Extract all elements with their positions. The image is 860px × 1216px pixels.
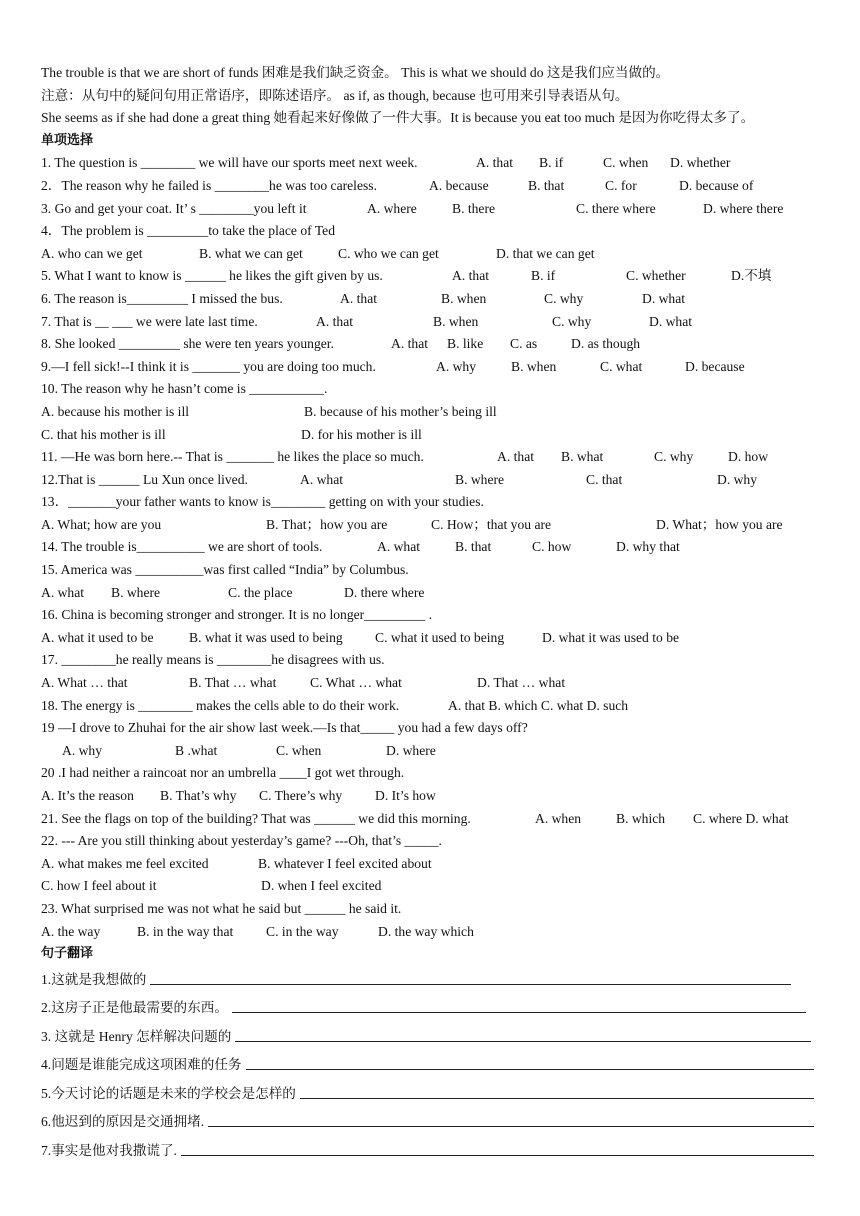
answer-option: C. How；that you are <box>431 516 552 532</box>
answer-option: B .what <box>175 742 218 758</box>
question-line <box>41 830 831 853</box>
answer-option: B. which <box>616 810 666 826</box>
translation-heading: 句子翻译 <box>41 946 94 962</box>
question-stem: 23. What surprised me was not what he said but ______ he said it. <box>41 900 402 916</box>
answer-option: B. if <box>539 155 564 171</box>
answer-option: D. It’s how <box>375 788 436 803</box>
question-stem: 1. The question is ________ we will have our sports meet next week. <box>41 155 418 171</box>
answer-option: A. the way <box>41 923 101 939</box>
question-line <box>41 762 831 785</box>
question-line <box>41 695 831 718</box>
answer-option: A. because <box>429 177 489 193</box>
question-line <box>41 333 831 356</box>
question-stem: 16. China is becoming stronger and stronger. It is no longer_________ . <box>41 607 433 623</box>
question-stem: 7. That is __ ___ we were late last time. <box>41 313 258 329</box>
question-line <box>41 491 831 514</box>
answer-option: A. that B. which C. what D. such <box>448 697 629 713</box>
question-line <box>41 875 831 898</box>
question-line <box>41 604 831 627</box>
answer-option: D. there where <box>344 584 425 600</box>
question-line <box>41 378 831 401</box>
answer-option: A. because his mother is ill <box>41 403 189 419</box>
intro-line: 注意：从句中的疑问句用正常语序，即陈述语序。 as if, as though, because 也可用来引导表语从句。 <box>41 87 629 103</box>
answer-option: A. What … that <box>41 675 128 691</box>
translation-prompt: 7.事实是他对我撒谎了. <box>41 1142 177 1158</box>
question-line <box>41 808 831 831</box>
question-stem: 20 .I had neither a raincoat nor an umbrella ____I got wet through. <box>41 765 405 781</box>
answer-option: B. because of his mother’s being ill <box>304 403 497 419</box>
answer-option: C. when <box>603 155 649 171</box>
translation-item <box>41 994 806 1023</box>
answer-option: B. where <box>455 471 505 487</box>
question-line <box>41 649 831 672</box>
answer-option: C. What … what <box>310 675 402 691</box>
translation-item <box>41 1108 814 1137</box>
answer-option: B. when <box>511 358 557 374</box>
question-stem: 4．The problem is _________to take the place of Ted <box>41 223 336 239</box>
answer-option: A. that <box>316 313 353 329</box>
question-stem: 12.That is ______ Lu Xun once lived. <box>41 471 248 487</box>
question-line <box>41 265 831 288</box>
question-line <box>41 401 831 424</box>
answer-option: A. What; how are you <box>41 516 162 532</box>
question-line <box>41 356 831 379</box>
answer-option: D. because <box>685 358 745 374</box>
answer-option: B. what <box>561 449 604 465</box>
answer-option: B. whatever I feel excited about <box>258 855 432 871</box>
answer-option: C. how I feel about it <box>41 878 157 894</box>
answer-option: B. when <box>441 290 487 306</box>
answer-option: D. where <box>386 742 436 758</box>
answer-option: B. That … what <box>189 675 277 691</box>
translation-item <box>41 1080 814 1109</box>
translation-prompt: 4.问题是谁能完成这项困难的任务 <box>41 1057 242 1073</box>
translation-prompt: 3. 这就是 Henry 怎样解决问题的 <box>41 1028 232 1044</box>
intro-notes <box>41 62 831 130</box>
answer-option: B. That’s why <box>160 788 237 803</box>
answer-option: C. what <box>600 358 643 374</box>
worksheet <box>41 62 831 1165</box>
answer-option: D. when I feel excited <box>261 878 382 894</box>
question-line <box>41 152 831 175</box>
answer-option: C. why <box>544 290 584 306</box>
answer-option: A. what it used to be <box>41 629 154 645</box>
intro-line: She seems as if she had done a great thing 她看起来好像做了一件大事。It is because you eat too much 是因为你吃得太多了。 <box>41 110 755 126</box>
question-line <box>41 785 831 808</box>
answer-option: C. the place <box>228 584 293 600</box>
question-line <box>41 853 831 876</box>
answer-option: D. that we can get <box>496 245 595 261</box>
mc-heading: 单项选择 <box>41 132 94 148</box>
translation-prompt: 6.他迟到的原因是交通拥堵. <box>41 1114 205 1130</box>
answer-option: A. that <box>497 449 534 465</box>
question-stem: 10. The reason why he hasn’t come is ___________. <box>41 381 328 397</box>
answer-blank-line[interactable] <box>300 1080 814 1099</box>
answer-option: B. like <box>447 336 484 352</box>
answer-option: C. why <box>552 313 592 329</box>
multiple-choice-section <box>41 152 831 943</box>
answer-option: A. what <box>300 471 344 487</box>
answer-option: C. for <box>605 177 637 193</box>
answer-option: D.不填 <box>731 268 772 284</box>
answer-option: A. when <box>535 810 582 826</box>
translation-item <box>41 1137 814 1166</box>
question-stem: 18. The energy is ________ makes the cells able to do their work. <box>41 697 400 713</box>
question-stem: 19 —I drove to Zhuhai for the air show last week.—Is that_____ you had a few days off? <box>41 720 528 736</box>
answer-option: C. There’s why <box>259 788 343 803</box>
intro-line: The trouble is that we are short of funds 困难是我们缺乏资金。 This is what we should do 这是我们应当做的。 <box>41 65 670 80</box>
answer-option: B. that <box>528 177 565 193</box>
answer-option: C. in the way <box>266 923 339 939</box>
question-line <box>41 469 831 492</box>
answer-option: C. where D. what <box>693 810 789 826</box>
answer-option: A. that <box>452 268 489 284</box>
question-line <box>41 717 831 740</box>
question-line <box>41 672 831 695</box>
question-stem: 3. Go and get your coat. It’ s ________you left it <box>41 200 307 216</box>
answer-option: D. What；how you are <box>656 516 783 532</box>
answer-option: B. That；how you are <box>266 516 388 532</box>
answer-option: B. if <box>531 268 556 284</box>
answer-option: B. that <box>455 539 492 555</box>
answer-option: A. what <box>377 539 421 555</box>
answer-blank-line[interactable] <box>150 966 791 985</box>
answer-option: C. whether <box>626 268 686 284</box>
question-line <box>41 559 831 582</box>
answer-option: A. that <box>391 336 428 352</box>
answer-option: D. for his mother is ill <box>301 426 422 442</box>
translation-prompt: 2.这房子正是他最需要的东西。 <box>41 1000 228 1016</box>
answer-blank-line[interactable] <box>181 1137 814 1156</box>
translation-prompt: 5.今天讨论的话题是未来的学校会是怎样的 <box>41 1085 296 1101</box>
answer-blank-line[interactable] <box>232 994 806 1013</box>
question-line <box>41 311 831 334</box>
answer-option: A. why <box>436 358 477 374</box>
answer-option: D. how <box>728 449 769 465</box>
answer-option: A. that <box>340 290 377 306</box>
answer-option: A. what <box>41 584 85 600</box>
answer-blank-line[interactable] <box>208 1108 814 1127</box>
answer-option: C. that his mother is ill <box>41 426 166 442</box>
answer-option: A. that <box>476 155 513 171</box>
question-line <box>41 536 831 559</box>
question-stem: 8. She looked _________ she were ten years younger. <box>41 336 334 352</box>
answer-option: C. that <box>586 471 623 487</box>
answer-option: D. why <box>717 471 758 487</box>
question-line <box>41 288 831 311</box>
answer-option: A. It’s the reason <box>41 788 134 803</box>
answer-option: D. the way which <box>378 923 474 939</box>
question-stem: 5. What I want to know is ______ he likes the gift given by us. <box>41 268 383 284</box>
answer-option: B. there <box>452 200 496 216</box>
question-stem: 2．The reason why he failed is ________he was too careless. <box>41 177 377 193</box>
answer-blank-line[interactable] <box>235 1023 811 1042</box>
answer-option: D. whether <box>670 155 731 171</box>
answer-option: C. who we can get <box>338 245 439 261</box>
question-stem: 22. --- Are you still thinking about yesterday’s game? ---Oh, that’s _____. <box>41 833 442 849</box>
question-stem: 13．_______your father wants to know is________ getting on with your studies. <box>41 494 484 510</box>
answer-option: B. when <box>433 313 479 329</box>
question-line <box>41 898 831 921</box>
question-stem: 14. The trouble is__________ we are short of tools. <box>41 539 323 555</box>
question-stem: 17. ________he really means is ________he disagrees with us. <box>41 652 385 668</box>
answer-option: B. in the way that <box>137 923 234 939</box>
answer-option: C. when <box>276 742 322 758</box>
question-stem: 9.—I fell sick!--I think it is _______ you are doing too much. <box>41 358 376 374</box>
question-line <box>41 424 831 447</box>
question-line <box>41 446 831 469</box>
answer-option: D. That … what <box>477 675 566 691</box>
question-line <box>41 921 831 944</box>
answer-option: C. what it used to being <box>375 629 505 645</box>
answer-option: D. what it was used to be <box>542 629 680 645</box>
question-stem: 6. The reason is_________ I missed the bus. <box>41 290 283 306</box>
answer-option: C. there where <box>576 200 656 216</box>
question-stem: 21. See the flags on top of the building? That was ______ we did this morning. <box>41 810 471 826</box>
answer-blank-line[interactable] <box>246 1051 814 1070</box>
answer-option: D. as though <box>571 336 641 352</box>
question-line <box>41 198 831 221</box>
translation-item <box>41 1051 814 1080</box>
question-line <box>41 582 831 605</box>
question-stem: 15. America was __________was first called “India” by Columbus. <box>41 562 409 578</box>
answer-option: A. who can we get <box>41 245 143 261</box>
answer-option: D. where there <box>703 200 784 216</box>
question-line <box>41 740 831 763</box>
question-stem: 11. —He was born here.-- That is _______ he likes the place so much. <box>41 449 424 465</box>
answer-option: A. where <box>367 200 417 216</box>
answer-option: C. as <box>510 336 538 352</box>
answer-option: B. where <box>111 584 161 600</box>
question-line <box>41 220 831 243</box>
answer-option: D. what <box>649 313 693 329</box>
answer-option: C. how <box>532 539 572 555</box>
translation-section <box>41 966 831 1166</box>
question-line <box>41 627 831 650</box>
answer-option: C. why <box>654 449 694 465</box>
answer-option: D. what <box>642 290 686 306</box>
answer-option: D. because of <box>679 177 754 193</box>
translation-item <box>41 1023 811 1052</box>
answer-option: A. why <box>62 742 103 758</box>
answer-option: B. what we can get <box>199 245 303 261</box>
question-line <box>41 175 831 198</box>
answer-option: D. why that <box>616 539 680 555</box>
answer-option: A. what makes me feel excited <box>41 855 209 871</box>
translation-prompt: 1.这就是我想做的 <box>41 971 147 987</box>
answer-option: B. what it was used to being <box>189 629 343 645</box>
question-line <box>41 514 831 537</box>
question-line <box>41 243 831 266</box>
translation-item <box>41 966 791 995</box>
